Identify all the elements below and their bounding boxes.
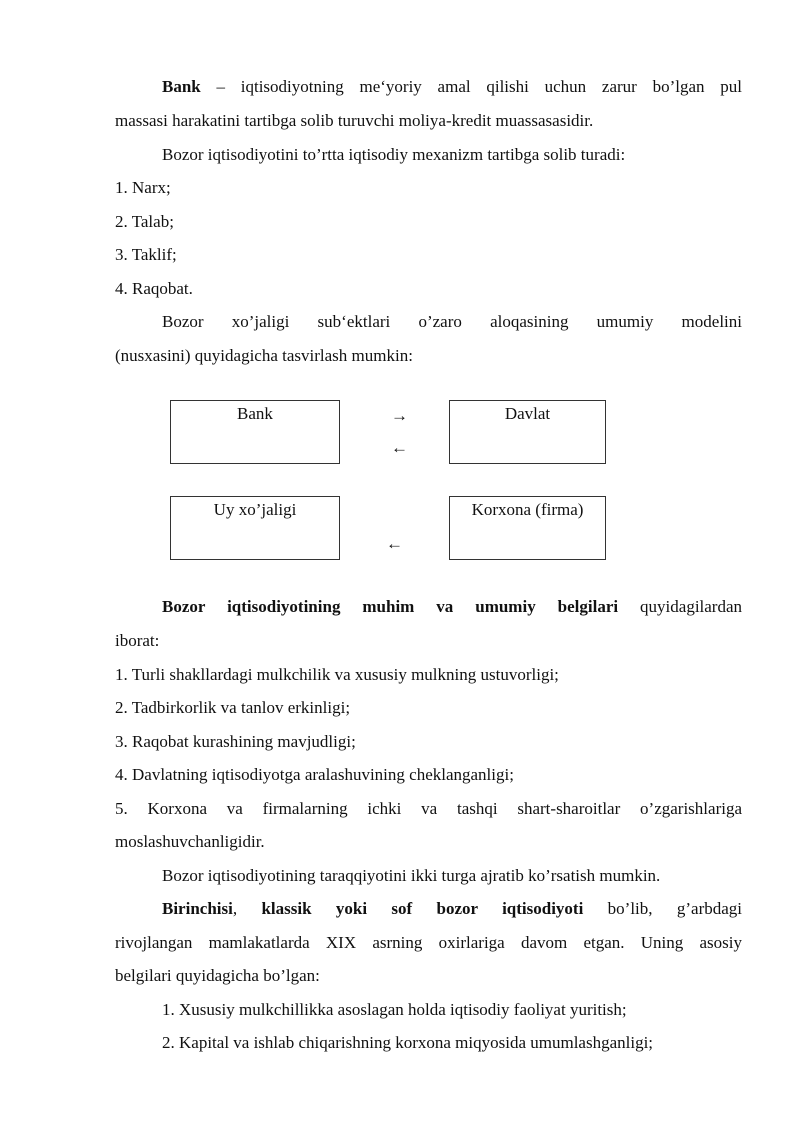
arrow-right-icon: → (391, 406, 408, 425)
bank-box (170, 400, 340, 464)
development-types-intro: Bozor iqtisodiyotining taraqqiyotini ikki turga ajratib ko’rsatish mumkin. (162, 866, 661, 885)
bank-term: Bank (162, 77, 201, 96)
mechanism-item: 1. Narx; (115, 178, 171, 197)
classic-economy-line-2: rivojlangan mamlakatlarda XIX asrning oxirlariga davom etgan. Uning asosiy (115, 933, 742, 952)
feature-item: 4. Davlatning iqtisodiyotga aralashuvining cheklanganligi; (115, 765, 514, 784)
features-intro-line-2: iborat: (115, 631, 160, 650)
bank-definition-line-1 (162, 76, 742, 98)
classic-economy-line-1 (162, 898, 742, 920)
arrow-left-icon: ← (386, 534, 403, 553)
uy-xojaligi-box-label: Uy xo’jaligi (213, 500, 297, 519)
birinchisi-bold: Birinchisi (162, 899, 233, 918)
davlat-box (449, 400, 606, 464)
feature-item: 2. Tadbirkorlik va tanlov erkinligi; (115, 698, 351, 717)
mechanism-item: 4. Raqobat. (115, 279, 193, 298)
korxona-box-label: Korxona (firma) (471, 500, 584, 519)
bank-box-label: Bank (237, 404, 273, 423)
mechanism-item: 3. Taklif; (115, 245, 177, 264)
feature-item: 1. Turli shakllardagi mulkchilik va xususiy mulkning ustuvorligi; (115, 665, 559, 684)
classic-economy-bold: klassik yoki sof bozor iqtisodiyoti (261, 899, 584, 918)
classic-economy-line-3: belgilari quyidagicha bo’lgan: (115, 966, 320, 985)
feature-item: 5. Korxona va firmalarning ichki va tashqi shart-sharoitlar o’zgarishlariga (115, 799, 742, 818)
model-intro-line-1: Bozor xo’jaligi sub‘ektlari o’zaro aloqasining umumiy modelini (162, 312, 742, 331)
classic-economy-rest: bo’lib, g’arbdagi (607, 899, 743, 918)
features-intro-bold: Bozor iqtisodiyotining muhim va umumiy belgilari (162, 597, 619, 616)
arrow-left-icon: ← (391, 438, 408, 457)
classic-feature-item: 2. Kapital va ishlab chiqarishning korxona miqyosida umumlashganligi; (162, 1033, 654, 1052)
features-intro-rest: quyidagilardan (640, 597, 743, 616)
uy-xojaligi-box (170, 496, 340, 560)
feature-item: 3. Raqobat kurashining mavjudligi; (115, 732, 356, 751)
davlat-box-label: Davlat (504, 404, 551, 423)
korxona-box (449, 496, 606, 560)
bank-definition-text: – iqtisodiyotning me‘yoriy amal qilishi uchun zarur bo’lgan pul (200, 77, 742, 96)
mechanisms-intro: Bozor iqtisodiyotini to’rtta iqtisodiy mexanizm tartibga solib turadi: (162, 145, 626, 164)
comma: , (232, 899, 238, 918)
bank-definition-line-2: massasi harakatini tartibga solib turuvchi moliya-kredit muassasasidir. (115, 111, 594, 130)
model-intro-line-2: (nusxasini) quyidagicha tasvirlash mumkin: (115, 346, 413, 365)
feature-item-continuation: moslashuvchanligidir. (115, 832, 265, 851)
mechanism-item: 2. Talab; (115, 212, 174, 231)
features-intro-line-1 (162, 596, 742, 618)
classic-feature-item: 1. Xususiy mulkchillikka asoslagan holda iqtisodiy faoliyat yuritish; (162, 1000, 627, 1019)
